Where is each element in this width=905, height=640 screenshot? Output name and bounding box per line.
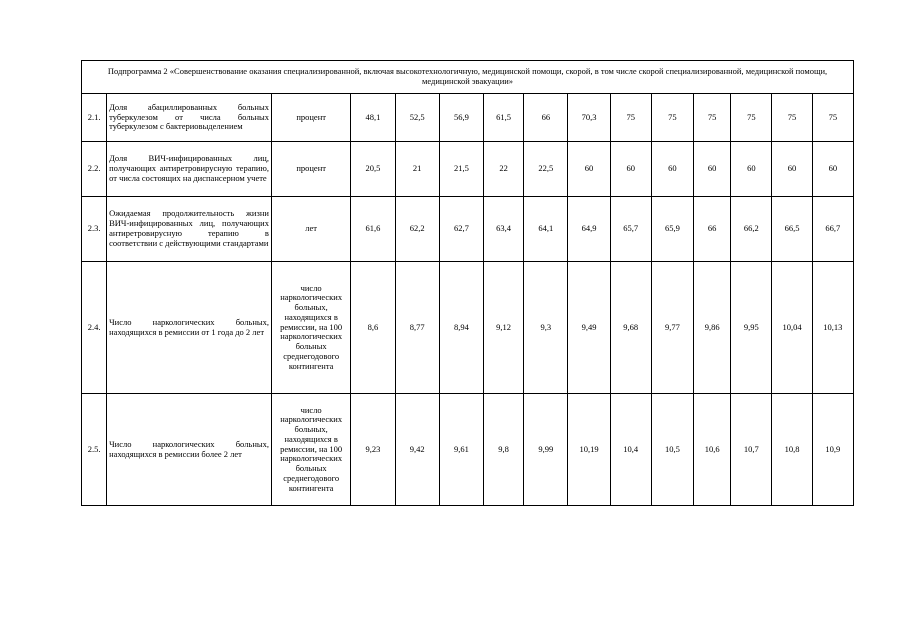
value-cell: 10,9 [812, 394, 853, 506]
section-header-row [82, 61, 854, 94]
value-cell: 10,04 [772, 262, 812, 394]
value-cell: 9,61 [439, 394, 483, 506]
value-cell: 9,68 [610, 262, 651, 394]
indicator-name: Доля ВИЧ-инфицированных лиц, получающих антиретровирусную терапию, от числа состоящих на диспансерном учете [107, 142, 272, 197]
indicator-name: Число наркологических больных, находящихся в ремиссии более 2 лет [107, 394, 272, 506]
value-cell: 64,1 [524, 197, 568, 262]
indicators-table [81, 60, 854, 506]
value-cell: 64,9 [568, 197, 610, 262]
value-cell: 21 [395, 142, 439, 197]
value-cell: 61,6 [351, 197, 395, 262]
value-cell: 75 [772, 94, 812, 142]
value-cell: 10,19 [568, 394, 610, 506]
value-cell: 10,8 [772, 394, 812, 506]
value-cell: 66,7 [812, 197, 853, 262]
value-cell: 63,4 [484, 197, 524, 262]
unit-cell: лет [271, 197, 350, 262]
value-cell: 66,5 [772, 197, 812, 262]
value-cell: 9,95 [731, 262, 772, 394]
value-cell: 10,7 [731, 394, 772, 506]
value-cell: 75 [731, 94, 772, 142]
value-cell: 9,23 [351, 394, 395, 506]
value-cell: 22,5 [524, 142, 568, 197]
value-cell: 10,13 [812, 262, 853, 394]
value-cell: 60 [772, 142, 812, 197]
row-number: 2.1. [82, 94, 107, 142]
indicator-name: Ожидаемая продолжительность жизни ВИЧ-инфицированных лиц, получающих антиретровирусную терапию в соответствии с действующими стандартами [107, 197, 272, 262]
table-row [82, 394, 854, 506]
row-number: 2.4. [82, 262, 107, 394]
value-cell: 60 [568, 142, 610, 197]
value-cell: 66,2 [731, 197, 772, 262]
section-title: Подпрограмма 2 «Совершенствование оказания специализированной, включая высокотехнологичную, медицинской помощи, скорой, в том числе скорой специализированной, медицинской помощи, медицинской эвакуации» [82, 61, 854, 94]
indicator-name: Число наркологических больных, находящихся в ремиссии от 1 года до 2 лет [107, 262, 272, 394]
value-cell: 61,5 [484, 94, 524, 142]
value-cell: 9,8 [484, 394, 524, 506]
table-row [82, 142, 854, 197]
value-cell: 52,5 [395, 94, 439, 142]
value-cell: 9,42 [395, 394, 439, 506]
row-number: 2.5. [82, 394, 107, 506]
value-cell: 60 [812, 142, 853, 197]
value-cell: 70,3 [568, 94, 610, 142]
value-cell: 65,9 [651, 197, 693, 262]
value-cell: 9,12 [484, 262, 524, 394]
value-cell: 20,5 [351, 142, 395, 197]
value-cell: 75 [694, 94, 731, 142]
value-cell: 9,49 [568, 262, 610, 394]
table-row [82, 262, 854, 394]
value-cell: 10,4 [610, 394, 651, 506]
row-number: 2.3. [82, 197, 107, 262]
value-cell: 10,5 [651, 394, 693, 506]
table-row [82, 197, 854, 262]
row-number: 2.2. [82, 142, 107, 197]
value-cell: 8,77 [395, 262, 439, 394]
value-cell: 75 [610, 94, 651, 142]
value-cell: 9,3 [524, 262, 568, 394]
value-cell: 48,1 [351, 94, 395, 142]
value-cell: 65,7 [610, 197, 651, 262]
value-cell: 8,94 [439, 262, 483, 394]
value-cell: 62,2 [395, 197, 439, 262]
value-cell: 60 [610, 142, 651, 197]
indicator-name: Доля абациллированных больных туберкулезом от числа больных туберкулезом с бактериовыделением [107, 94, 272, 142]
value-cell: 60 [694, 142, 731, 197]
value-cell: 9,99 [524, 394, 568, 506]
value-cell: 21,5 [439, 142, 483, 197]
value-cell: 56,9 [439, 94, 483, 142]
value-cell: 75 [651, 94, 693, 142]
unit-cell: число наркологических больных, находящихся в ремиссии, на 100 наркологических больных среднегодового контингента [271, 394, 350, 506]
value-cell: 9,77 [651, 262, 693, 394]
value-cell: 75 [812, 94, 853, 142]
table-row [82, 94, 854, 142]
value-cell: 60 [651, 142, 693, 197]
unit-cell: процент [271, 94, 350, 142]
value-cell: 22 [484, 142, 524, 197]
unit-cell: процент [271, 142, 350, 197]
value-cell: 9,86 [694, 262, 731, 394]
value-cell: 8,6 [351, 262, 395, 394]
value-cell: 10,6 [694, 394, 731, 506]
value-cell: 66 [524, 94, 568, 142]
value-cell: 66 [694, 197, 731, 262]
value-cell: 62,7 [439, 197, 483, 262]
unit-cell: число наркологических больных, находящихся в ремиссии, на 100 наркологических больных среднегодового контингента [271, 262, 350, 394]
value-cell: 60 [731, 142, 772, 197]
